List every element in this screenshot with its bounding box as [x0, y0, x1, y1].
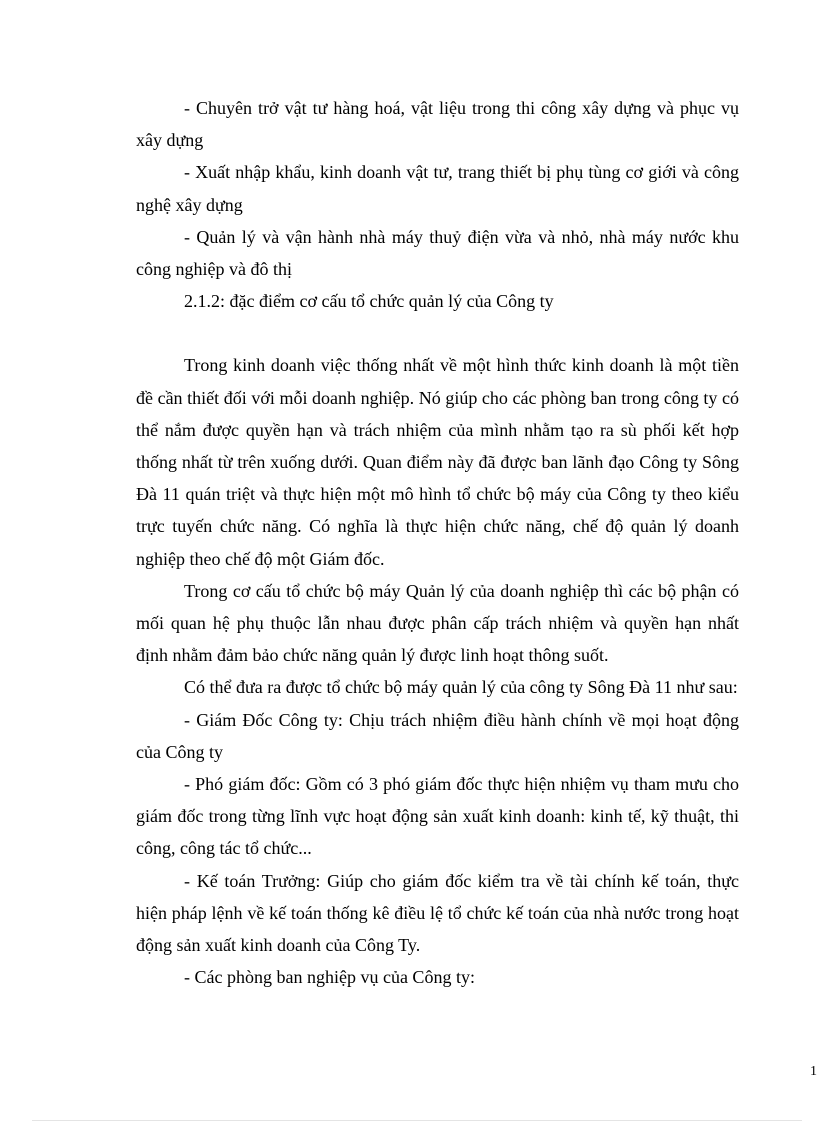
- paragraph-management-model: Trong kinh doanh việc thống nhất về một hình thức kinh doanh là một tiền đề cần thiết đối với mỗi doanh nghiệp. Nó giúp cho các phòng ban trong công ty có thể nắm được quyền hạn và trách nhiệm của mình nhằm tạo ra sù phối kết hợp thống nhất từ trên xuống dưới. Quan điểm này đã được ban lãnh đạo Công ty Sông Đà 11 quán triệt và thực hiện một mô hình tổ chức bộ máy của Công ty theo kiểu trực tuyến chức năng. Có nghĩa là thực hiện chức năng, chế độ quản lý doanh nghiệp theo chế độ một Giám đốc.: [136, 355, 739, 569]
- section-heading: 2.1.2: đặc điểm cơ cấu tổ chức quản lý của Công ty: [184, 291, 554, 312]
- page-number: 1: [810, 1064, 817, 1079]
- paragraph-structure: Trong cơ cấu tổ chức bộ máy Quản lý của doanh nghiệp thì các bộ phận có mối quan hệ phụ thuộc lẫn nhau được phân cấp trách nhiệm và quyền hạn nhất định nhằm đảm bảo chức năng quản lý được linh hoạt thông suốt.: [136, 580, 739, 666]
- paragraph-intro-list: Có thể đưa ra được tổ chức bộ máy quản lý của công ty Sông Đà 11 như sau:: [184, 677, 738, 698]
- paragraph-chief-accountant: - Kế toán Trưởng: Giúp cho giám đốc kiểm tra về tài chính kế toán, thực hiện pháp lệnh về kế toán thống kê điều lệ tổ chức kế toán của nhà nước trong hoạt động sản xuất kinh doanh của Công Ty.: [136, 870, 739, 956]
- document-body: [136, 92, 739, 993]
- page-bottom-divider: [32, 1120, 802, 1121]
- paragraph-director: - Giám Đốc Công ty: Chịu trách nhiệm điều hành chính về mọi hoạt động của Công ty: [136, 709, 739, 762]
- paragraph-deputy-director: - Phó giám đốc: Gồm có 3 phó giám đốc thực hiện nhiệm vụ tham mưu cho giám đốc trong từng lĩnh vực hoạt động sản xuất kinh doanh: kinh tế, kỹ thuật, thi công, công tác tổ chức...: [136, 774, 739, 859]
- paragraph-departments: - Các phòng ban nghiệp vụ của Công ty:: [184, 967, 475, 988]
- paragraph-import-export: - Xuất nhập khẩu, kinh doanh vật tư, trang thiết bị phụ tùng cơ giới và công nghệ xây dựng: [136, 162, 739, 215]
- paragraph-hydropower: - Quản lý và vận hành nhà máy thuỷ điện vừa và nhỏ, nhà máy nước khu công nghiệp và đô thị: [136, 226, 739, 280]
- paragraph-transport: - Chuyên trở vật tư hàng hoá, vật liệu trong thi công xây dựng và phục vụ xây dựng: [136, 98, 739, 151]
